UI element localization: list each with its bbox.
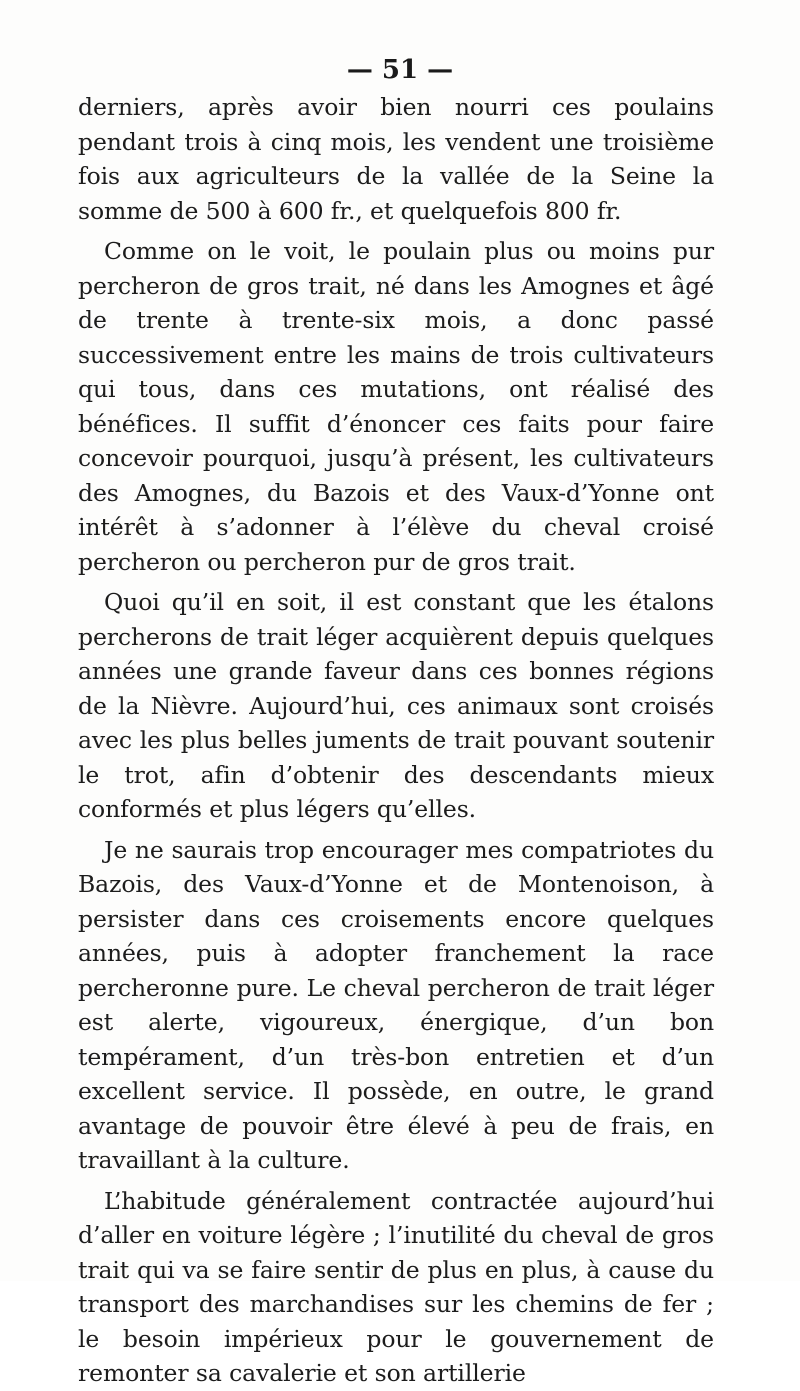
paragraph-4: Je ne saurais trop encourager mes compatriotes du Bazois, des Vaux-d’Yonne et de Montenoison, à persister dans ces croisements encore quelques années, puis à adopter franchement la race percheronne pure. Le cheval percheron de trait léger est alerte, vigoureux, énergique, d’un bon tempérament, d’un très-bon entretien et d’un excellent service. Il possède, en outre, le grand avantage de pouvoir être élevé à peu de frais, en travaillant à la culture. <box>78 835 714 1174</box>
paragraph-1: derniers, après avoir bien nourri ces poulains pendant trois à cinq mois, les vendent une troisième fois aux agriculteurs de la vallée de la Seine la somme de 500 à 600 fr., et quelquefois 800 fr. <box>78 93 714 225</box>
page-number: — 51 — <box>346 55 454 85</box>
paragraph-5: L’habitude généralement contractée aujourd’hui d’aller en voiture légère ; l’inutilité du cheval de gros trait qui va se faire sentir de plus en plus, à cause du transport des marchandises sur les chemins de fer ; le besoin impérieux pour le gouvernement de remonter sa cavalerie et son artillerie <box>78 1186 714 1387</box>
paragraph-3: Quoi qu’il en soit, il est constant que les étalons percherons de trait léger acquièrent depuis quelques années une grande faveur dans ces bonnes régions de la Nièvre. Aujourd’hui, ces animaux sont croisés avec les plus belles juments de trait pouvant soutenir le trot, afin d’obtenir des descendants mieux conformés et plus légers qu’elles. <box>78 588 714 823</box>
body-text <box>78 90 714 1391</box>
paragraph-2: Comme on le voit, le poulain plus ou moins pur percheron de gros trait, né dans les Amognes et âgé de trente à trente-six mois, a donc passé successivement entre les mains de trois cultivateurs qui tous, dans ces mutations, ont réalisé des bénéfices. Il suffit d’énoncer ces faits pour faire concevoir pourquoi, jusqu’à présent, les cultivateurs des Amognes, du Bazois et des Vaux-d’Yonne ont intérêt à s’adonner à l’élève du cheval croisé percheron ou percheron pur de gros trait. <box>78 237 714 576</box>
